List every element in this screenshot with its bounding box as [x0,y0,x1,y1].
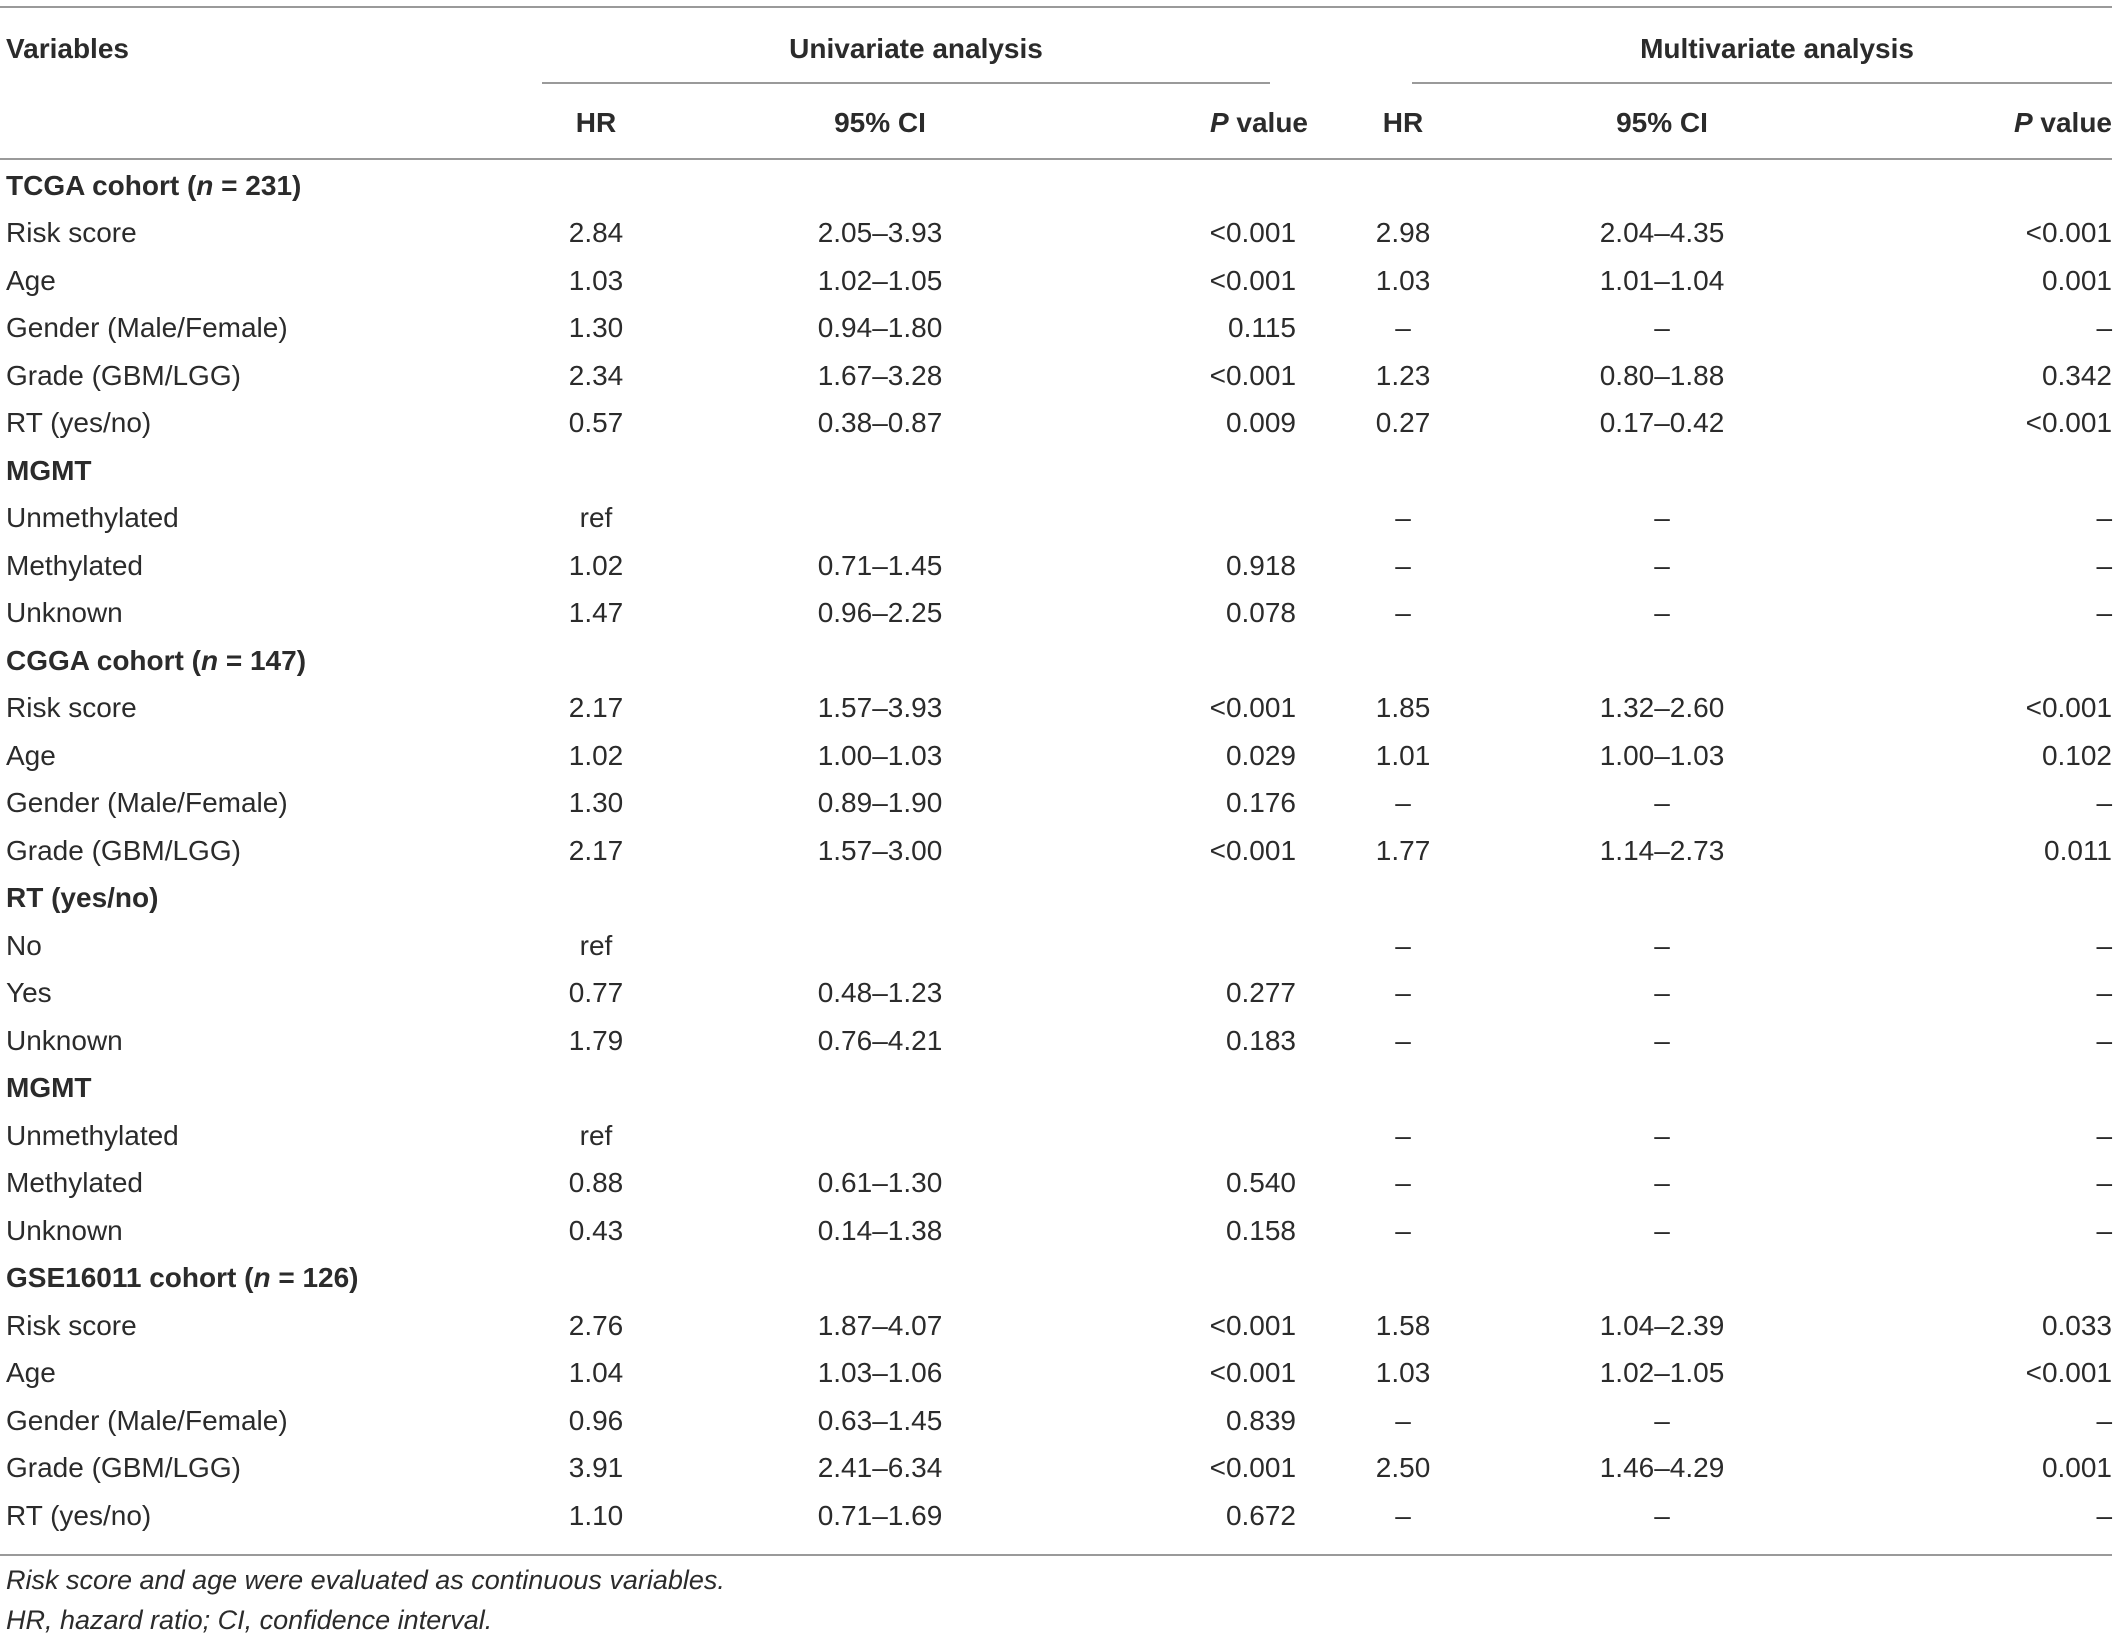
univariate-ci-cell: 1.03–1.06 [817,1357,943,1389]
empty-cell [500,875,692,923]
empty-cell [500,1065,692,1113]
empty-cell [1850,447,2112,495]
empty-cell [1068,162,1332,210]
p-rest: value [1228,107,1309,138]
univariate-ci-cell: 0.76–4.21 [817,1024,943,1056]
multivariate-ci-cell: 1.01–1.04 [1599,264,1725,296]
section-header-row [0,1065,2112,1113]
table-row [0,352,2112,400]
footnotes [6,1560,725,1640]
univariate-ci-cell [692,922,1068,970]
multivariate-hr-cell: – [1395,787,1411,819]
univariate-p-cell: <0.001 [1209,1357,1297,1389]
univariate-ci-cell: 1.02–1.05 [817,264,943,296]
variable-label: Risk score [6,692,137,724]
multivariate-p-cell: – [2096,1499,2113,1531]
multivariate-ci-cell: 0.80–1.88 [1599,359,1725,391]
univariate-hr-cell: 1.10 [568,1499,624,1531]
multivariate-p-header [1850,84,2112,162]
table-row [0,1302,2112,1350]
multivariate-hr-cell: 1.03 [1375,264,1431,296]
multivariate-ci-cell: – [1654,1167,1670,1199]
multivariate-hr-cell: – [1395,1167,1411,1199]
multivariate-hr-cell: 0.27 [1375,407,1431,439]
empty-cell [1850,1065,2112,1113]
multivariate-p-cell: – [2096,502,2113,534]
table-row [0,1160,2112,1208]
section-title-prefix: GSE16011 cohort ( [6,1262,254,1294]
table-row [0,732,2112,780]
header-row-columns [0,84,2112,162]
empty-cell [1068,1255,1332,1303]
univariate-ci-cell: 0.96–2.25 [817,597,943,629]
multivariate-hr-cell: 2.50 [1375,1452,1431,1484]
empty-cell [1332,162,1474,210]
multivariate-hr-cell: – [1395,1024,1411,1056]
section-title-n: n [196,169,214,201]
empty-cell [1068,637,1332,685]
multivariate-ci-cell: 1.00–1.03 [1599,739,1725,771]
univariate-ci-cell: 0.38–0.87 [817,407,943,439]
table-body [0,162,2112,1540]
multivariate-p-cell: 0.001 [2041,1452,2113,1484]
section-title-prefix: TCGA cohort ( [6,169,197,201]
variable-label: Risk score [6,217,137,249]
variable-label: Gender (Male/Female) [6,787,288,819]
univariate-hr-cell: 2.76 [568,1309,624,1341]
multivariate-p-cell: 0.001 [2041,264,2113,296]
top-rule [0,6,2112,8]
table-row [0,1207,2112,1255]
empty-cell [1332,447,1474,495]
multivariate-p-cell: – [2096,787,2113,819]
variable-label: RT (yes/no) [6,1499,152,1531]
empty-cell [1332,875,1474,923]
multivariate-hr-cell: 1.23 [1375,359,1431,391]
multivariate-ci-cell: – [1654,597,1670,629]
empty-cell [692,1065,1068,1113]
empty-cell [1332,637,1474,685]
univariate-hr-cell: 0.57 [568,407,624,439]
multivariate-ci-cell: – [1654,1119,1670,1151]
section-header-row [0,162,2112,210]
multivariate-hr-header: HR [1382,107,1424,138]
multivariate-ci-cell: – [1654,312,1670,344]
section-title-prefix: CGGA cohort ( [6,644,201,676]
empty-cell [1474,637,1850,685]
multivariate-ci-cell: – [1654,1214,1670,1246]
multivariate-ci-header: 95% CI [1616,107,1708,138]
multivariate-hr-cell: 1.01 [1375,739,1431,771]
multivariate-hr-cell: – [1395,312,1411,344]
multivariate-p-cell: 0.033 [2041,1309,2113,1341]
univariate-ci-cell: 1.00–1.03 [817,739,943,771]
univariate-p-cell: <0.001 [1209,692,1297,724]
variable-label: Grade (GBM/LGG) [6,834,241,866]
univariate-header: Univariate analysis [789,33,1043,64]
table-row [0,780,2112,828]
variable-label: Yes [6,977,52,1009]
multivariate-hr-cell: 2.98 [1375,217,1431,249]
multivariate-hr-cell: – [1395,977,1411,1009]
multivariate-p-cell: <0.001 [2025,1357,2113,1389]
univariate-hr-cell: 0.88 [568,1167,624,1199]
variable-label: Gender (Male/Female) [6,1404,288,1436]
empty-cell [1850,162,2112,210]
table-row [0,257,2112,305]
empty-cell [692,875,1068,923]
univariate-hr-cell: 1.02 [568,549,624,581]
multivariate-p-cell: 0.011 [2044,834,2113,866]
section-header-row [0,875,2112,923]
univariate-p-cell: 0.277 [1225,977,1297,1009]
multivariate-ci-cell: – [1654,1404,1670,1436]
multivariate-p-cell: <0.001 [2025,217,2113,249]
univariate-hr-cell: 1.79 [568,1024,624,1056]
multivariate-p-cell: – [2096,312,2113,344]
univariate-ci-cell: 1.57–3.00 [817,834,943,866]
univariate-hr-cell: 0.43 [568,1214,624,1246]
univariate-p-cell [1068,1112,1332,1160]
multivariate-ci-cell: 1.14–2.73 [1599,834,1725,866]
multivariate-hr-cell: – [1395,549,1411,581]
section-title [0,637,500,685]
multivariate-p-cell: 0.102 [2041,739,2113,771]
univariate-p-cell: 0.918 [1225,549,1297,581]
variable-label: Methylated [6,1167,143,1199]
univariate-p-cell: 0.029 [1225,739,1297,771]
univariate-p-cell: 0.672 [1225,1499,1297,1531]
table-row [0,1397,2112,1445]
univariate-hr-cell: 1.47 [568,597,624,629]
section-header-row [0,1255,2112,1303]
table-row [0,827,2112,875]
univariate-ci-cell: 0.89–1.90 [817,787,943,819]
multivariate-ci-cell: – [1654,787,1670,819]
univariate-hr-cell: 1.03 [568,264,624,296]
table-row [0,1492,2112,1540]
empty-cell [500,1255,692,1303]
empty-cell [692,447,1068,495]
table-row [0,210,2112,258]
univariate-p-cell: <0.001 [1209,217,1297,249]
univariate-ci-cell [692,1112,1068,1160]
p-rest: value [2032,107,2113,138]
multivariate-p-cell: – [2096,597,2113,629]
univariate-ci-cell: 1.87–4.07 [817,1309,943,1341]
multivariate-p-cell: – [2096,977,2113,1009]
variable-label: Unknown [6,1024,123,1056]
variable-label: Grade (GBM/LGG) [6,1452,241,1484]
multivariate-p-cell: – [2096,549,2113,581]
univariate-hr-cell: ref [579,929,613,961]
variable-label: No [6,929,42,961]
univariate-p-cell: <0.001 [1209,264,1297,296]
empty-header-cell [0,84,500,162]
multivariate-ci-cell: – [1654,502,1670,534]
multivariate-p-cell: 0.342 [2041,359,2113,391]
multivariate-hr-cell: – [1395,1499,1411,1531]
univariate-hr-cell: 2.17 [568,692,624,724]
univariate-ci-cell: 0.48–1.23 [817,977,943,1009]
empty-cell [1068,1065,1332,1113]
empty-cell [500,637,692,685]
univariate-hr-cell: 0.77 [568,977,624,1009]
table-bottom-rule [0,1554,2112,1556]
univariate-hr-cell: ref [579,502,613,534]
table-row [0,495,2112,543]
multivariate-ci-cell: 0.17–0.42 [1599,407,1725,439]
variable-label: RT (yes/no) [6,407,152,439]
section-header-row [0,447,2112,495]
multivariate-p-cell: <0.001 [2025,407,2113,439]
table-row [0,400,2112,448]
section-title-suffix: = 147) [218,644,307,676]
univariate-p-cell: <0.001 [1209,1452,1297,1484]
multivariate-hr-cell: – [1395,1404,1411,1436]
section-header-row [0,637,2112,685]
univariate-hr-cell: ref [579,1119,613,1151]
multivariate-p-cell: – [2096,1167,2113,1199]
univariate-p-cell [1068,922,1332,970]
multivariate-p-cell: – [2096,1024,2113,1056]
multivariate-hr-cell: 1.85 [1375,692,1431,724]
multivariate-header: Multivariate analysis [1640,33,1914,64]
univariate-p-cell: 0.009 [1225,407,1297,439]
univariate-p-cell: 0.839 [1225,1404,1297,1436]
empty-cell [1068,875,1332,923]
section-title [0,162,500,210]
multivariate-ci-cell: – [1654,1024,1670,1056]
univariate-p-header [1068,84,1332,162]
multivariate-hr-cell: – [1395,929,1411,961]
univariate-ci-cell: 1.67–3.28 [817,359,943,391]
univariate-ci-cell: 0.61–1.30 [817,1167,943,1199]
univariate-p-cell [1068,495,1332,543]
empty-cell [1474,875,1850,923]
empty-cell [692,637,1068,685]
variable-label: Gender (Male/Female) [6,312,288,344]
univariate-ci-cell [692,495,1068,543]
section-title [0,1255,500,1303]
p-italic: P [2013,107,2033,138]
header-row-groups [0,14,2112,84]
univariate-p-cell: 0.158 [1225,1214,1297,1246]
table-row [0,1017,2112,1065]
multivariate-ci-cell: – [1654,929,1670,961]
empty-cell [1850,1255,2112,1303]
variable-label: Grade (GBM/LGG) [6,359,241,391]
variable-label: Age [6,1357,56,1389]
empty-cell [692,1255,1068,1303]
variable-label: Methylated [6,549,143,581]
multivariate-p-cell: – [2096,1119,2113,1151]
univariate-p-cell: 0.183 [1225,1024,1297,1056]
multivariate-ci-cell: 1.32–2.60 [1599,692,1725,724]
empty-cell [1474,447,1850,495]
multivariate-hr-cell: 1.03 [1375,1357,1431,1389]
multivariate-p-cell: – [2096,1214,2113,1246]
variable-label: Unknown [6,597,123,629]
multivariate-hr-cell: – [1395,597,1411,629]
univariate-p-cell: <0.001 [1209,359,1297,391]
univariate-hr-cell: 2.17 [568,834,624,866]
footnote-abbreviations: HR, hazard ratio; CI, confidence interval. [6,1605,493,1635]
empty-cell [1474,162,1850,210]
univariate-ci-cell: 2.05–3.93 [817,217,943,249]
empty-cell [692,162,1068,210]
table-row [0,305,2112,353]
multivariate-hr-cell: – [1395,1119,1411,1151]
univariate-p-cell: 0.078 [1225,597,1297,629]
multivariate-ci-cell: 1.02–1.05 [1599,1357,1725,1389]
cox-regression-table [0,14,2112,1540]
empty-cell [1332,1255,1474,1303]
univariate-hr-cell: 1.02 [568,739,624,771]
variable-label: Age [6,739,56,771]
multivariate-ci-cell: – [1654,977,1670,1009]
empty-cell [1850,875,2112,923]
section-title-suffix: = 231) [213,169,302,201]
variable-label: Age [6,264,56,296]
univariate-p-cell: 0.540 [1225,1167,1297,1199]
multivariate-p-cell: <0.001 [2025,692,2113,724]
empty-cell [1068,447,1332,495]
section-title: RT (yes/no) [6,882,159,914]
section-title-n: n [200,644,219,676]
table-row [0,1350,2112,1398]
empty-cell [500,162,692,210]
multivariate-hr-cell: – [1395,502,1411,534]
variable-label: Unknown [6,1214,123,1246]
multivariate-ci-cell: – [1654,1499,1670,1531]
multivariate-ci-cell: 2.04–4.35 [1599,217,1725,249]
table-row [0,1112,2112,1160]
footnote-continuous: Risk score and age were evaluated as continuous variables. [6,1565,725,1595]
section-title: MGMT [6,454,92,486]
multivariate-ci-cell: 1.04–2.39 [1599,1309,1725,1341]
table-row [0,542,2112,590]
multivariate-hr-cell: – [1395,1214,1411,1246]
variables-header: Variables [6,33,129,64]
multivariate-p-cell: – [2096,929,2113,961]
univariate-ci-cell: 2.41–6.34 [817,1452,943,1484]
univariate-hr-cell: 2.84 [568,217,624,249]
univariate-hr-cell: 2.34 [568,359,624,391]
univariate-hr-cell: 0.96 [568,1404,624,1436]
univariate-p-cell: 0.176 [1225,787,1297,819]
empty-cell [1474,1255,1850,1303]
multivariate-hr-cell: 1.58 [1375,1309,1431,1341]
variable-label: Unmethylated [6,1119,179,1151]
table-row [0,970,2112,1018]
univariate-hr-cell: 1.30 [568,787,624,819]
empty-cell [1850,637,2112,685]
univariate-ci-cell: 0.63–1.45 [817,1404,943,1436]
section-title-n: n [253,1262,271,1294]
univariate-p-cell: <0.001 [1209,1309,1297,1341]
univariate-p-cell: 0.115 [1228,312,1297,344]
univariate-ci-cell: 0.71–1.69 [817,1499,943,1531]
table-row [0,922,2112,970]
multivariate-ci-cell: – [1654,549,1670,581]
multivariate-hr-cell: 1.77 [1375,834,1431,866]
multivariate-ci-cell: 1.46–4.29 [1599,1452,1725,1484]
univariate-ci-header: 95% CI [834,107,926,138]
univariate-hr-cell: 1.30 [568,312,624,344]
section-title: MGMT [6,1072,92,1104]
univariate-ci-cell: 1.57–3.93 [817,692,943,724]
variable-label: Unmethylated [6,502,179,534]
multivariate-p-cell: – [2096,1404,2113,1436]
table-row [0,685,2112,733]
empty-cell [1474,1065,1850,1113]
section-title-suffix: = 126) [270,1262,359,1294]
table-row [0,590,2112,638]
univariate-ci-cell: 0.94–1.80 [817,312,943,344]
empty-cell [1332,1065,1474,1113]
p-italic: P [1209,107,1229,138]
univariate-ci-cell: 0.71–1.45 [817,549,943,581]
univariate-hr-cell: 1.04 [568,1357,624,1389]
univariate-ci-cell: 0.14–1.38 [817,1214,943,1246]
univariate-hr-header: HR [575,107,617,138]
table-row [0,1445,2112,1493]
variable-label: Risk score [6,1309,137,1341]
empty-cell [500,447,692,495]
univariate-hr-cell: 3.91 [568,1452,624,1484]
univariate-p-cell: <0.001 [1209,834,1297,866]
